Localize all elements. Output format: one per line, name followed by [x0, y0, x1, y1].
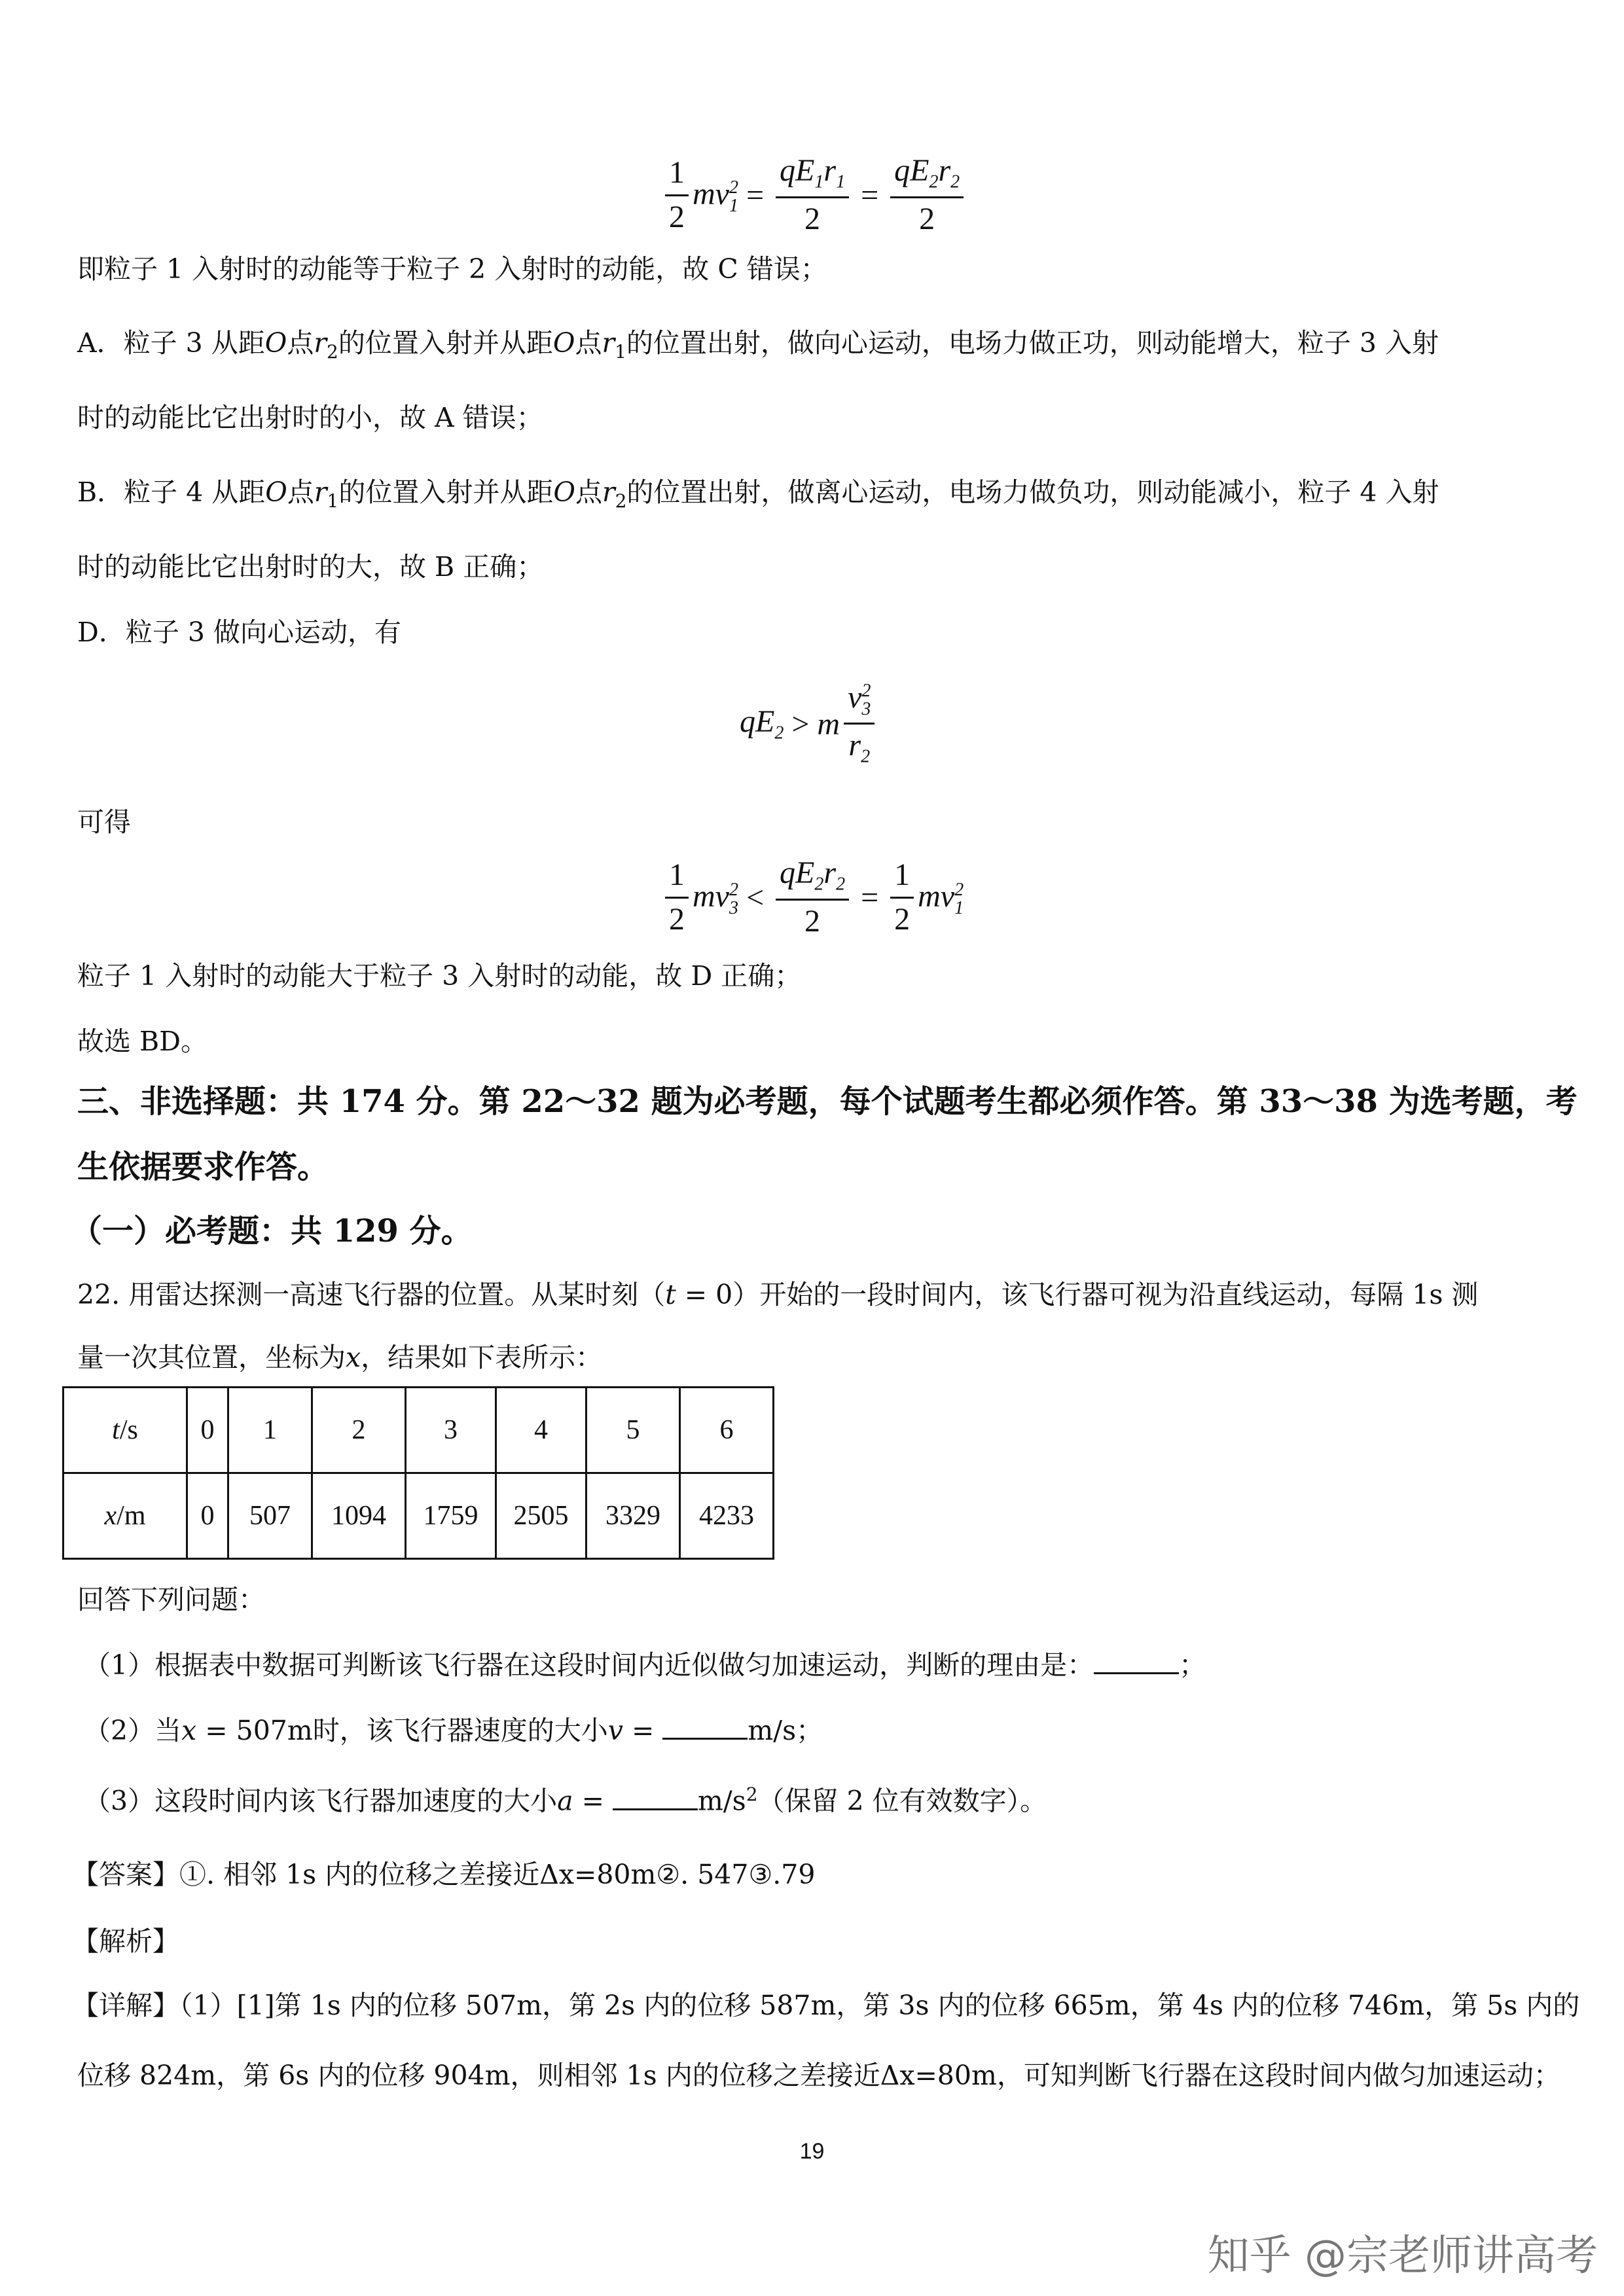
table-cell: 0 — [187, 1473, 228, 1559]
section-3-heading-line1: 三、非选择题：共 174 分。第 22～32 题为必考题，每个试题考生都必须作答。第 33～38 为选考题，考 — [77, 1083, 1578, 1120]
paragraph-a-line2: 时的动能比它出射时的小，故 A 错误； — [77, 402, 543, 433]
term-mv1: mv 2 1 — [693, 176, 738, 216]
paragraph-b-line2: 时的动能比它出射时的大，故 B 正确； — [77, 551, 544, 583]
table-cell: 2 — [312, 1388, 406, 1473]
paragraph-b-line1: B．粒子 4 从距O点$r_1$的位置入射并从距O点$r_2$的位置出射，做离心运动，电场力做负功，则动能减小，粒子 4 入射 — [77, 476, 1439, 512]
detail-line1: 【详解】（1）[1]第 1s 内的位移 507m，第 2s 内的位移 587m，第 3s 内的位移 665m，第 4s 内的位移 746m，第 5s 内的 — [72, 1990, 1580, 2021]
answer-blank-1 — [1094, 1649, 1179, 1674]
formula-kinetic-energy-compare: $\frac{1}{2}$ mv 2 3 < $\frac{qE_2r_2}{2}$ = $\frac{1}{2}$ mv 2 1 — [661, 856, 964, 939]
fraction-qE2r2: $\frac{qE_2r_2}{2}$ — [890, 154, 964, 237]
answer-line: 【答案】①. 相邻 1s 内的位移之差接近Δx=80m②. 547③.79 — [72, 1859, 816, 1890]
answer-intro: 回答下列问题： — [77, 1584, 265, 1615]
question-22-line1: 22. 用雷达探测一高速飞行器的位置。从某时刻（t = 0）开始的一段时间内，该飞行器可视为沿直线运动，每隔 1s 测 — [77, 1279, 1479, 1310]
position-time-table — [62, 1386, 774, 1560]
table-cell: 1094 — [312, 1473, 406, 1559]
page-number: 19 — [799, 2139, 825, 2164]
table-cell: 1759 — [406, 1473, 496, 1559]
question-22-line2: 量一次其位置，坐标为x，结果如下表所示： — [77, 1342, 603, 1373]
paragraph-c-wrong: 即粒子 1 入射时的动能等于粒子 2 入射时的动能，故 C 错误； — [77, 253, 827, 285]
table-cell: 507 — [228, 1473, 312, 1559]
table-row-position — [63, 1473, 774, 1559]
table-cell: 2505 — [496, 1473, 586, 1559]
answer-blank-2 — [662, 1714, 748, 1740]
fraction-v3-r2: v 2 3 $r_2$ — [844, 681, 875, 767]
formula-centripetal-inequality: $qE_2$ > m v 2 3 $r_2$ — [740, 681, 878, 767]
detail-line2: 位移 824m，第 6s 内的位移 904m，则相邻 1s 内的位移之差接近Δx=80m，可知判断飞行器在这段时间内做匀加速运动； — [77, 2060, 1561, 2091]
paragraph-a-line1: A．粒子 3 从距O点$r_2$的位置入射并从距O点$r_1$的位置出射，做向心运动，电场力做正功，则动能增大，粒子 3 入射 — [77, 327, 1439, 363]
fraction-qE1r1: $\frac{qE_1r_1}{2}$ — [776, 154, 849, 237]
analysis-heading: 【解析】 — [72, 1926, 179, 1957]
section-3-heading-line2: 生依据要求作答。 — [77, 1149, 329, 1185]
table-cell: 1 — [228, 1388, 312, 1473]
paragraph-d-correct: 粒子 1 入射时的动能大于粒子 3 入射时的动能，故 D 正确； — [77, 960, 802, 992]
subquestion-1: （1）根据表中数据可判断该飞行器在这段时间内近似做匀加速运动，判断的理由是： ； — [84, 1649, 1206, 1681]
table-row-time — [63, 1388, 774, 1473]
fraction-half: $\frac{1}{2}$ — [665, 156, 689, 235]
subquestion-2: （2）当x = 507m时，该飞行器速度的大小v = m/s； — [84, 1715, 823, 1746]
paragraph-kede: 可得 — [77, 806, 131, 838]
section-required-heading: （一）必考题：共 129 分。 — [71, 1213, 473, 1249]
table-cell: 3329 — [586, 1473, 680, 1559]
watermark: 知乎 @宗老师讲高考 — [1207, 2232, 1598, 2280]
table-header-position: x/m — [63, 1473, 187, 1559]
answer-blank-3 — [613, 1785, 698, 1810]
table-cell: 0 — [187, 1388, 228, 1473]
subquestion-3: （3）这段时间内该飞行器加速度的大小$a = m/s^2$（保留 2 位有效数字）。 — [84, 1784, 1047, 1817]
table-cell: 5 — [586, 1388, 680, 1473]
table-cell: 4 — [496, 1388, 586, 1473]
paragraph-d-intro: D．粒子 3 做向心运动，有 — [77, 617, 402, 648]
table-cell: 3 — [406, 1388, 496, 1473]
table-cell: 4233 — [680, 1473, 774, 1559]
paragraph-selection: 故选 BD。 — [77, 1026, 208, 1057]
table-header-time: t/s — [63, 1388, 187, 1473]
formula-kinetic-energy-equality: $\frac{1}{2}$ mv 2 1 = $\frac{qE_1r_1}{2}$ = $\frac{qE_2r_2}{2}$ — [661, 154, 967, 237]
table-cell: 6 — [680, 1388, 774, 1473]
